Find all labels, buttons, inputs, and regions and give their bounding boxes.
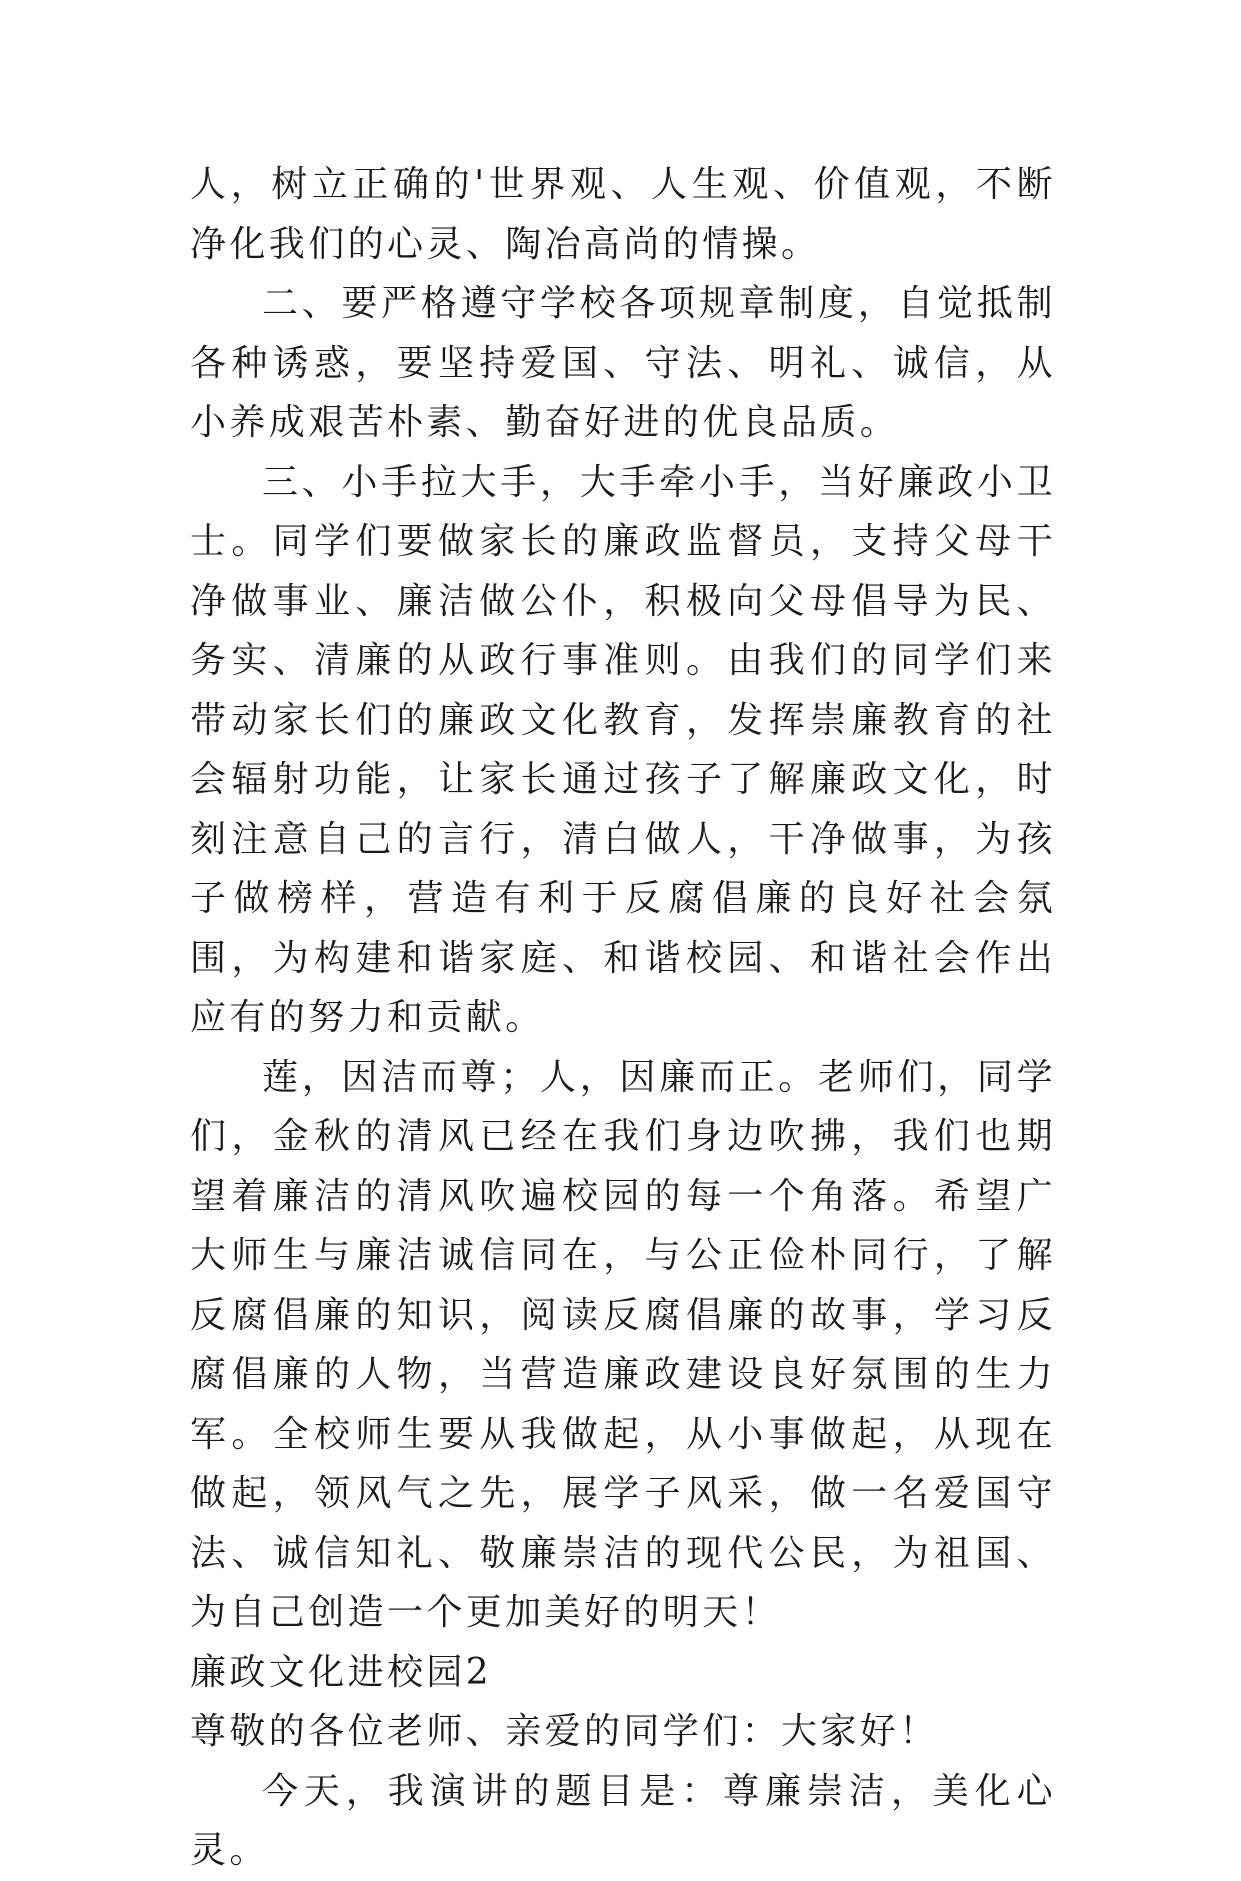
- document-page: [190, 155, 1056, 1881]
- speech-greeting: 尊敬的各位老师、亲爱的同学们：大家好！: [190, 1711, 939, 1752]
- paragraph-closing: 莲，因洁而尊；人，因廉而正。老师们，同学们，金秋的清风已经在我们身边吹拂，我们也期望着廉洁的清风吹遍校园的每一个角落。希望广大师生与廉洁诚信同在，与公正俭朴同行，了解反腐倡廉的知识，阅读反腐倡廉的故事，学习反腐倡廉的人物，当营造廉政建设良好氛围的生力军。全校师生要从我做起，从小事做起，从现在做起，领风气之先，展学子风采，做一名爱国守法、诚信知礼、敬廉崇洁的现代公民，为祖国、为自己创造一个更加美好的明天！: [190, 1056, 1056, 1633]
- paragraph-point-three: 三、小手拉大手，大手牵小手，当好廉政小卫士。同学们要做家长的廉政监督员，支持父母干净做事业、廉洁做公仆，积极向父母倡导为民、务实、清廉的从政行事准则。由我们的同学们来带动家长们的廉政文化教育，发挥崇廉教育的社会辐射功能，让家长通过孩子了解廉政文化，时刻注意自己的言行，清白做人，干净做事，为孩子做榜样，营造有利于反腐倡廉的良好社会氛围，为构建和谐家庭、和谐校园、和谐社会作出应有的努力和贡献。: [190, 461, 1056, 1038]
- speech-opening: 今天，我演讲的题目是：尊廉崇洁，美化心灵。: [190, 1770, 1056, 1871]
- paragraph-point-two: 二、要严格遵守学校各项规章制度，自觉抵制各种诱惑，要坚持爱国、守法、明礼、诚信，从小养成艰苦朴素、勤奋好进的优良品质。: [190, 283, 1056, 443]
- paragraph-continuation: 人，树立正确的'世界观、人生观、价值观，不断净化我们的心灵、陶冶高尚的情操。: [190, 164, 1056, 265]
- section-title: 廉政文化进校园2: [190, 1651, 493, 1693]
